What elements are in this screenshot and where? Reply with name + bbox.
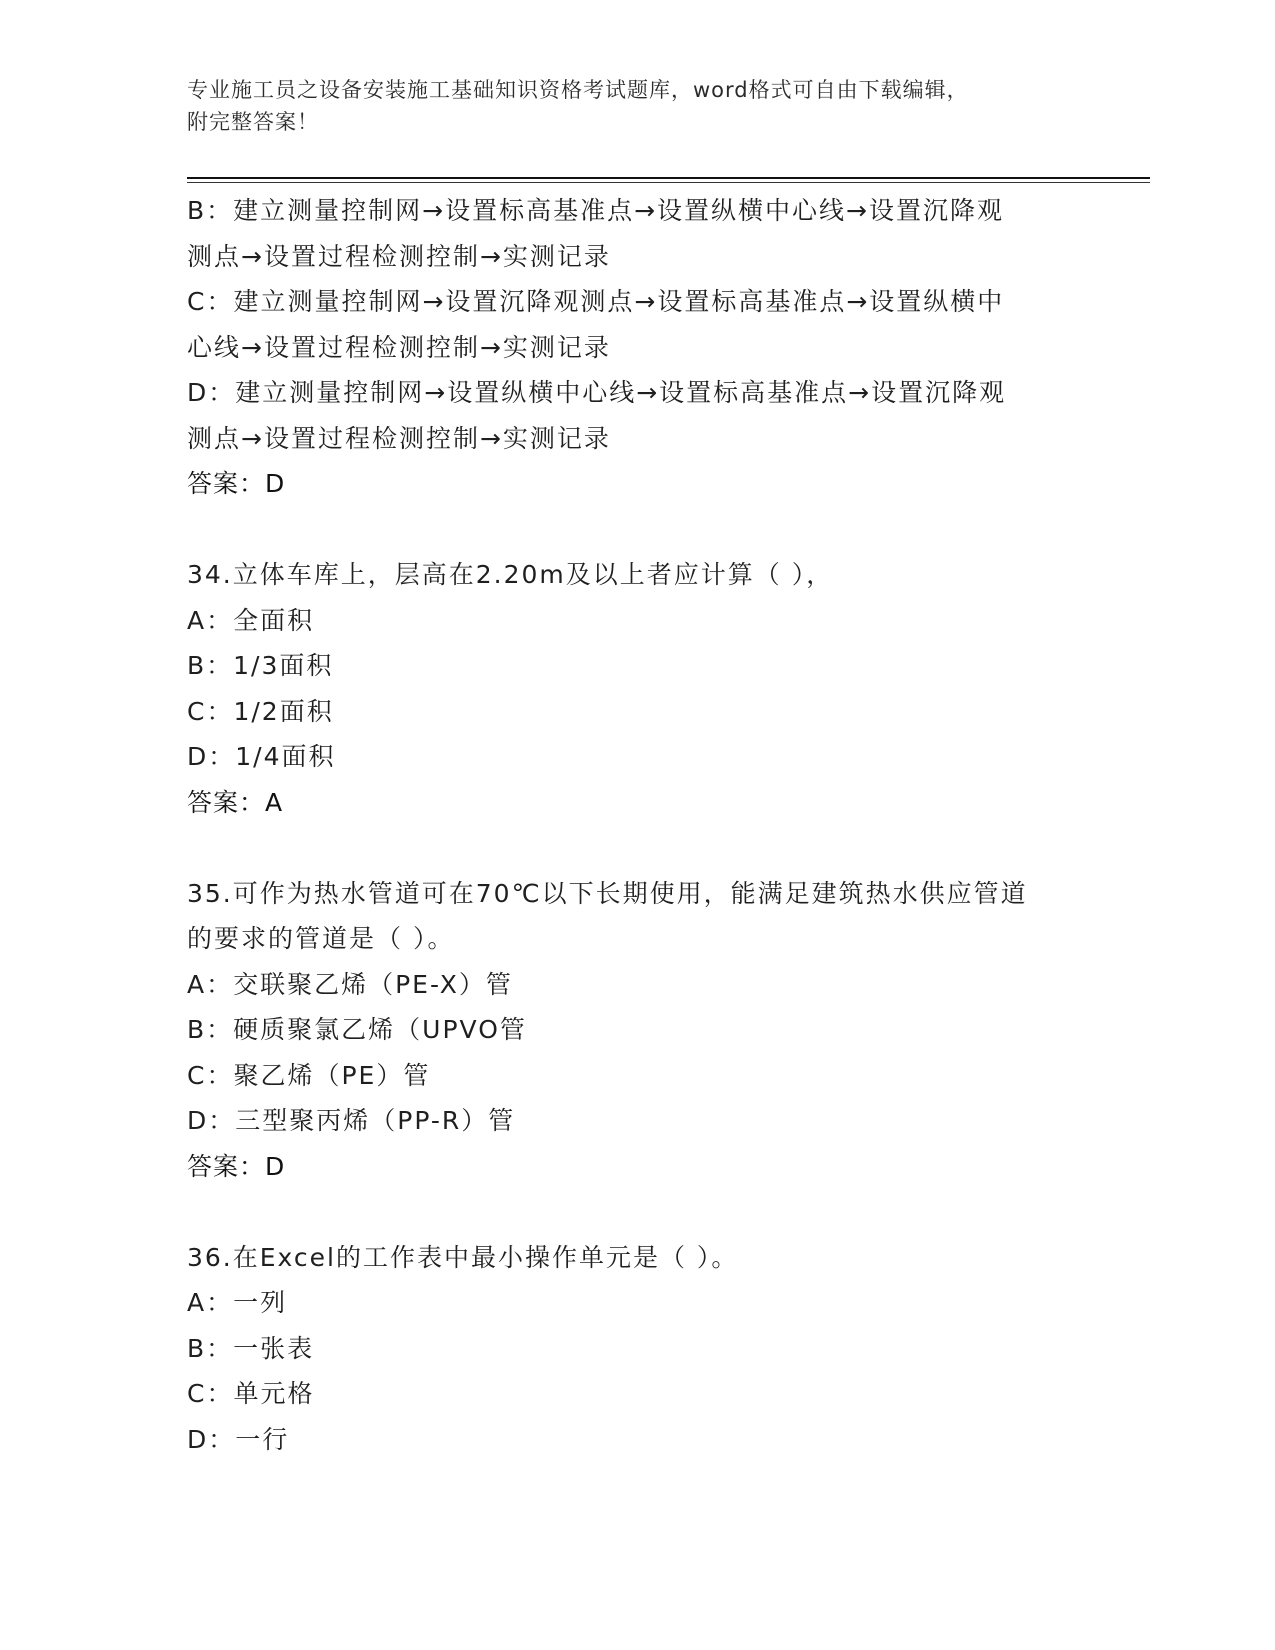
spacer xyxy=(187,1189,1087,1235)
question-35-option-d: D：三型聚丙烯（PP-R）管 xyxy=(187,1106,516,1135)
question-35-stem-line-1: 35.可作为热水管道可在70℃以下长期使用，能满足建筑热水供应管道 xyxy=(187,878,1028,908)
question-35-option-a: A：交联聚乙烯（PE-X）管 xyxy=(187,969,513,999)
header-line-2: 附完整答案！ xyxy=(187,110,319,134)
question-36-option-d: D：一行 xyxy=(187,1424,290,1454)
question-36-option-b: B：一张表 xyxy=(187,1333,315,1363)
question-35-stem-line-2: 的要求的管道是（ ）。 xyxy=(187,924,455,953)
option-d-line-1: D：建立测量控制网→设置纵横中心线→设置标高基准点→设置沉降观 xyxy=(187,378,1007,407)
question-36-option-c: C：单元格 xyxy=(187,1379,315,1408)
question-35-option-c: C：聚乙烯（PE）管 xyxy=(187,1060,431,1090)
question-34-option-d: D：1/4面积 xyxy=(187,742,336,771)
question-34-option-b: B：1/3面积 xyxy=(187,651,334,680)
question-34-option-c: C：1/2面积 xyxy=(187,696,334,726)
question-33-continued xyxy=(187,188,1087,507)
option-c-line-1: C：建立测量控制网→设置沉降观测点→设置标高基准点→设置纵横中 xyxy=(187,287,1005,316)
question-34-stem: 34.立体车库上，层高在2.20m及以上者应计算（ ）， xyxy=(187,560,834,589)
spacer xyxy=(187,825,1087,871)
question-36-option-a: A：一列 xyxy=(187,1288,288,1317)
question-35-option-b: B：硬质聚氯乙烯（UPVO管 xyxy=(187,1015,527,1044)
question-34-option-a: A：全面积 xyxy=(187,605,315,635)
question-35 xyxy=(187,871,1087,1190)
question-content xyxy=(187,188,1087,1462)
question-34 xyxy=(187,552,1087,825)
answer-33: 答案：D xyxy=(187,469,286,498)
answer-35: 答案：D xyxy=(187,1151,286,1181)
header-line-1: 专业施工员之设备安装施工基础知识资格考试题库，word格式可自由下载编辑， xyxy=(187,78,969,102)
question-36-stem: 36.在Excel的工作表中最小操作单元是（ ）。 xyxy=(187,1242,739,1272)
header-divider-thick xyxy=(187,177,1150,179)
option-b-line-1: B：建立测量控制网→设置标高基准点→设置纵横中心线→设置沉降观 xyxy=(187,196,1004,225)
answer-34: 答案：A xyxy=(187,787,284,817)
document-header xyxy=(187,74,1087,138)
question-36 xyxy=(187,1235,1087,1463)
spacer xyxy=(187,507,1087,553)
option-d-line-2: 测点→设置过程检测控制→实测记录 xyxy=(187,423,611,453)
header-divider-thin xyxy=(187,182,1150,183)
option-b-line-2: 测点→设置过程检测控制→实测记录 xyxy=(187,241,611,271)
option-c-line-2: 心线→设置过程检测控制→实测记录 xyxy=(187,332,611,362)
